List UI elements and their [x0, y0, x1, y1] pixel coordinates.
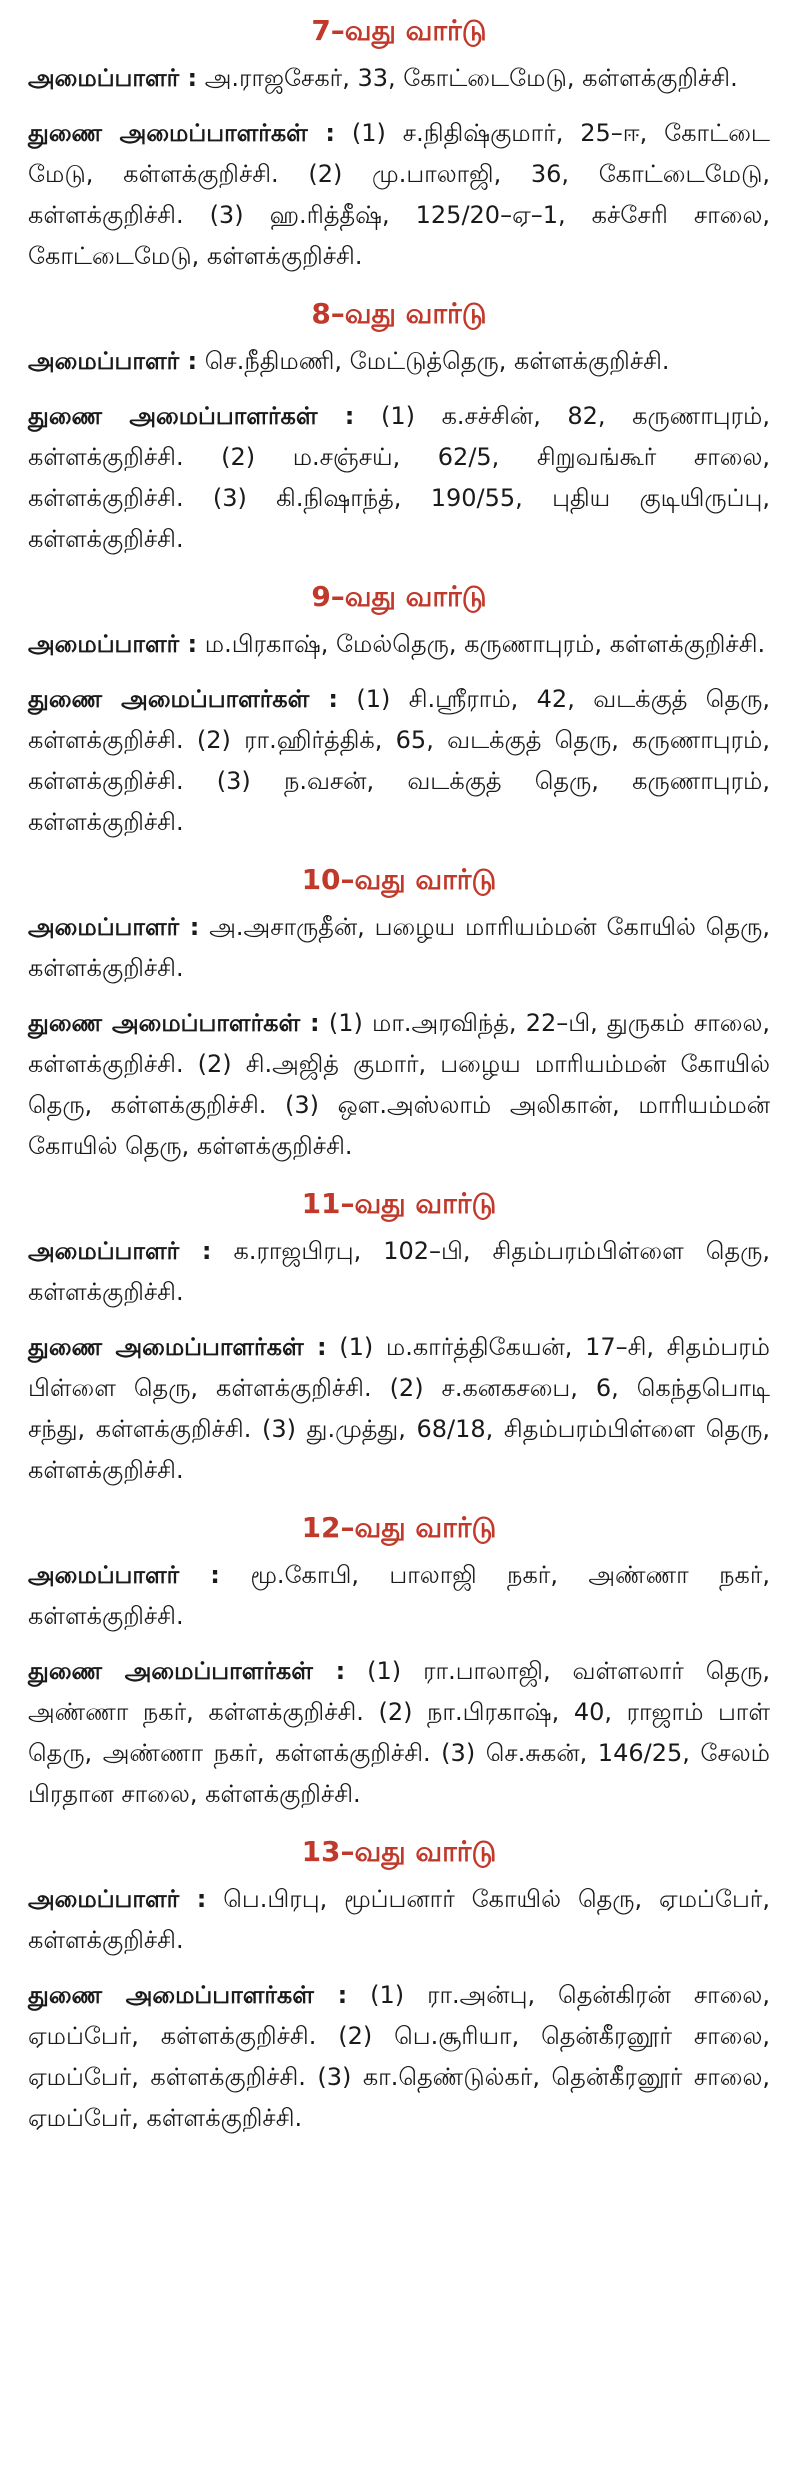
organizer-paragraph [28, 341, 770, 382]
ward-section-10 [28, 857, 770, 1167]
ward-section-7 [28, 8, 770, 277]
ward-heading: 11–வது வார்டு [301, 1187, 497, 1220]
organizer-label: அமைப்பாளர் : [28, 913, 200, 941]
organizer-paragraph [28, 1231, 770, 1313]
deputy-organizers-paragraph [28, 679, 770, 843]
ward-heading: 10–வது வார்டு [301, 863, 497, 896]
organizer-paragraph [28, 1555, 770, 1637]
organizer-text: க.ராஜபிரபு, 102–பி, சிதம்பரம்பிள்ளை தெரு, கள்ளக்குறிச்சி. [28, 1237, 770, 1306]
organizer-paragraph [28, 58, 770, 99]
deputy-organizers-label: துணை அமைப்பாளர்கள் : [28, 1981, 348, 2009]
ward-section-9 [28, 574, 770, 843]
organizer-text: மூ.கோபி, பாலாஜி நகர், அண்ணா நகர், கள்ளக்குறிச்சி. [28, 1561, 770, 1630]
organizer-paragraph [28, 624, 770, 665]
organizer-text: பெ.பிரபு, மூப்பனார் கோயில் தெரு, ஏமப்பேர், கள்ளக்குறிச்சி. [28, 1885, 770, 1954]
organizer-label: அமைப்பாளர் : [28, 347, 198, 375]
ward-section-13 [28, 1829, 770, 2139]
ward-section-8 [28, 291, 770, 560]
deputy-organizers-paragraph [28, 396, 770, 560]
organizer-text: ம.பிரகாஷ், மேல்தெரு, கருணாபுரம், கள்ளக்குறிச்சி. [204, 630, 766, 658]
ward-section-11 [28, 1181, 770, 1491]
organizer-label: அமைப்பாளர் : [28, 1237, 212, 1265]
deputy-organizers-paragraph [28, 113, 770, 277]
deputy-organizers-paragraph [28, 1327, 770, 1491]
deputy-organizers-text: (1) ரா.பாலாஜி, வள்ளலார் தெரு, அண்ணா நகர், கள்ளக்குறிச்சி. (2) நா.பிரகாஷ், 40, ராஜாம் பாள் தெரு, அண்ணா நகர், கள்ளக்குறிச்சி. (3) செ.சுகன், 146/25, சேலம் பிரதான சாலை, கள்ளக்குறிச்சி. [28, 1657, 770, 1808]
deputy-organizers-text: (1) க.சச்சின், 82, கருணாபுரம், கள்ளக்குறிச்சி. (2) ம.சஞ்சய், 62/5, சிறுவங்கூர் சாலை, கள்ளக்குறிச்சி. (3) கி.நிஷாந்த், 190/55, புதிய குடியிருப்பு, கள்ளக்குறிச்சி. [28, 402, 771, 553]
organizer-text: அ.ராஜசேகர், 33, கோட்டைமேடு, கள்ளக்குறிச்சி. [204, 64, 738, 92]
ward-heading: 13–வது வார்டு [301, 1835, 497, 1868]
organizer-text: செ.நீதிமணி, மேட்டுத்தெரு, கள்ளக்குறிச்சி. [204, 347, 670, 375]
deputy-organizers-paragraph [28, 1003, 770, 1167]
organizer-paragraph [28, 907, 770, 989]
deputy-organizers-label: துணை அமைப்பாளர்கள் : [28, 119, 336, 147]
ward-heading: 8–வது வார்டு [311, 297, 487, 330]
organizer-label: அமைப்பாளர் : [28, 1885, 207, 1913]
deputy-organizers-label: துணை அமைப்பாளர்கள் : [28, 685, 339, 713]
organizer-text: அ.அசாருதீன், பழைய மாரியம்மன் கோயில் தெரு, கள்ளக்குறிச்சி. [28, 913, 770, 982]
deputy-organizers-paragraph [28, 1651, 770, 1815]
deputy-organizers-label: துணை அமைப்பாளர்கள் : [28, 1009, 320, 1037]
deputy-organizers-label: துணை அமைப்பாளர்கள் : [28, 402, 355, 430]
organizer-paragraph [28, 1879, 770, 1961]
organizer-label: அமைப்பாளர் : [28, 630, 198, 658]
deputy-organizers-text: (1) மா.அரவிந்த், 22–பி, துருகம் சாலை, கள்ளக்குறிச்சி. (2) சி.அஜித் குமார், பழைய மாரியம்மன் கோயில் தெரு, கள்ளக்குறிச்சி. (3) ஒள.அஸ்லாம் அலிகான், மாரியம்மன் கோயில் தெரு, கள்ளக்குறிச்சி. [28, 1009, 770, 1160]
deputy-organizers-text: (1) ச.நிதிஷ்குமார், 25–ஈ, கோட்டை மேடு, கள்ளக்குறிச்சி. (2) மு.பாலாஜி, 36, கோட்டைமேடு, கள்ளக்குறிச்சி. (3) ஹ.ரித்தீஷ், 125/20–ஏ–1, கச்சேரி சாலை, கோட்டைமேடு, கள்ளக்குறிச்சி. [28, 119, 771, 270]
ward-heading: 7–வது வார்டு [311, 14, 487, 47]
ward-heading: 9–வது வார்டு [311, 580, 487, 613]
deputy-organizers-text: (1) ரா.அன்பு, தென்கிரன் சாலை, ஏமப்பேர், கள்ளக்குறிச்சி. (2) பெ.சூரியா, தென்கீரனூர் சாலை, ஏமப்பேர், கள்ளக்குறிச்சி. (3) கா.தெண்டுல்கர், தென்கீரனூர் சாலை, ஏமப்பேர், கள்ளக்குறிச்சி. [28, 1981, 770, 2132]
ward-heading: 12–வது வார்டு [301, 1511, 497, 1544]
organizer-label: அமைப்பாளர் : [28, 64, 198, 92]
deputy-organizers-paragraph [28, 1975, 770, 2139]
deputy-organizers-label: துணை அமைப்பாளர்கள் : [28, 1333, 327, 1361]
ward-section-12 [28, 1505, 770, 1815]
deputy-organizers-text: (1) ம.கார்த்திகேயன், 17–சி, சிதம்பரம் பிள்ளை தெரு, கள்ளக்குறிச்சி. (2) ச.கனகசபை, 6, கெந்தபொடி சந்து, கள்ளக்குறிச்சி. (3) து.முத்து, 68/18, சிதம்பரம்பிள்ளை தெரு, கள்ளக்குறிச்சி. [28, 1333, 770, 1484]
organizer-label: அமைப்பாளர் : [28, 1561, 220, 1589]
deputy-organizers-text: (1) சி.ஸ்ரீராம், 42, வடக்குத் தெரு, கள்ளக்குறிச்சி. (2) ரா.ஹிர்த்திக், 65, வடக்குத் தெரு, கருணாபுரம், கள்ளக்குறிச்சி. (3) ந.வசன், வடக்குத் தெரு, கருணாபுரம், கள்ளக்குறிச்சி. [28, 685, 770, 836]
deputy-organizers-label: துணை அமைப்பாளர்கள் : [28, 1657, 346, 1685]
